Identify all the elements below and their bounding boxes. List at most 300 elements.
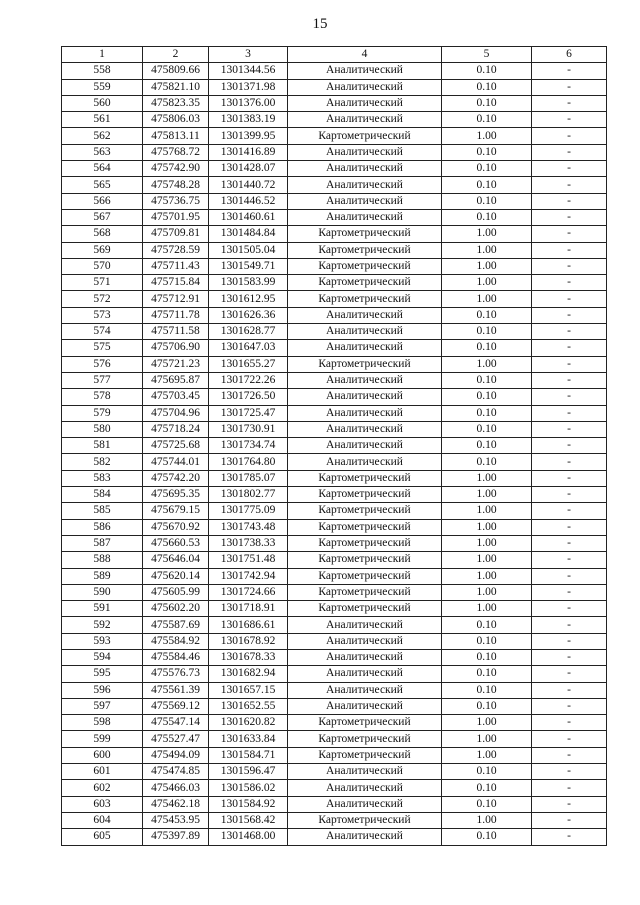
- y-coordinate-cell: 1301383.19: [209, 112, 288, 128]
- header-row: [62, 47, 607, 63]
- method-cell: Аналитический: [288, 633, 442, 649]
- note-cell: -: [532, 568, 607, 584]
- accuracy-cell: 0.10: [442, 829, 532, 845]
- accuracy-cell: 0.10: [442, 682, 532, 698]
- y-coordinate-cell: 1301344.56: [209, 63, 288, 79]
- column-header: 4: [288, 47, 442, 63]
- x-coordinate-cell: 475587.69: [143, 617, 209, 633]
- accuracy-cell: 1.00: [442, 258, 532, 274]
- method-cell: Аналитический: [288, 698, 442, 714]
- table-row: [62, 584, 607, 600]
- x-coordinate-cell: 475494.09: [143, 747, 209, 763]
- method-cell: Картометрический: [288, 747, 442, 763]
- point-number-cell: 560: [62, 95, 143, 111]
- y-coordinate-cell: 1301726.50: [209, 389, 288, 405]
- x-coordinate-cell: 475742.90: [143, 161, 209, 177]
- x-coordinate-cell: 475806.03: [143, 112, 209, 128]
- point-number-cell: 593: [62, 633, 143, 649]
- accuracy-cell: 0.10: [442, 617, 532, 633]
- x-coordinate-cell: 475605.99: [143, 584, 209, 600]
- point-number-cell: 594: [62, 649, 143, 665]
- point-number-cell: 588: [62, 552, 143, 568]
- x-coordinate-cell: 475584.46: [143, 649, 209, 665]
- accuracy-cell: 0.10: [442, 764, 532, 780]
- table-row: [62, 177, 607, 193]
- point-number-cell: 602: [62, 780, 143, 796]
- accuracy-cell: 1.00: [442, 601, 532, 617]
- method-cell: Аналитический: [288, 764, 442, 780]
- column-header: 1: [62, 47, 143, 63]
- note-cell: -: [532, 764, 607, 780]
- x-coordinate-cell: 475704.96: [143, 405, 209, 421]
- point-number-cell: 571: [62, 275, 143, 291]
- table-row: [62, 372, 607, 388]
- accuracy-cell: 0.10: [442, 698, 532, 714]
- note-cell: -: [532, 796, 607, 812]
- point-number-cell: 597: [62, 698, 143, 714]
- table-row: [62, 63, 607, 79]
- method-cell: Картометрический: [288, 275, 442, 291]
- point-number-cell: 584: [62, 487, 143, 503]
- table-row: [62, 812, 607, 828]
- note-cell: -: [532, 584, 607, 600]
- table-row: [62, 389, 607, 405]
- note-cell: -: [532, 63, 607, 79]
- point-number-cell: 580: [62, 421, 143, 437]
- method-cell: Картометрический: [288, 584, 442, 600]
- note-cell: -: [532, 79, 607, 95]
- note-cell: -: [532, 112, 607, 128]
- x-coordinate-cell: 475397.89: [143, 829, 209, 845]
- point-number-cell: 605: [62, 829, 143, 845]
- y-coordinate-cell: 1301568.42: [209, 812, 288, 828]
- accuracy-cell: 1.00: [442, 242, 532, 258]
- method-cell: Аналитический: [288, 666, 442, 682]
- table-row: [62, 454, 607, 470]
- column-header: 6: [532, 47, 607, 63]
- y-coordinate-cell: 1301652.55: [209, 698, 288, 714]
- method-cell: Аналитический: [288, 780, 442, 796]
- x-coordinate-cell: 475744.01: [143, 454, 209, 470]
- accuracy-cell: 1.00: [442, 291, 532, 307]
- x-coordinate-cell: 475711.78: [143, 307, 209, 323]
- accuracy-cell: 0.10: [442, 633, 532, 649]
- point-number-cell: 585: [62, 503, 143, 519]
- table-row: [62, 503, 607, 519]
- accuracy-cell: 1.00: [442, 535, 532, 551]
- accuracy-cell: 0.10: [442, 161, 532, 177]
- method-cell: Аналитический: [288, 649, 442, 665]
- accuracy-cell: 0.10: [442, 63, 532, 79]
- y-coordinate-cell: 1301584.92: [209, 796, 288, 812]
- method-cell: Аналитический: [288, 79, 442, 95]
- method-cell: Картометрический: [288, 812, 442, 828]
- table-row: [62, 764, 607, 780]
- accuracy-cell: 0.10: [442, 79, 532, 95]
- note-cell: -: [532, 177, 607, 193]
- accuracy-cell: 0.10: [442, 454, 532, 470]
- note-cell: -: [532, 324, 607, 340]
- accuracy-cell: 1.00: [442, 568, 532, 584]
- note-cell: -: [532, 209, 607, 225]
- note-cell: -: [532, 666, 607, 682]
- point-number-cell: 590: [62, 584, 143, 600]
- table-row: [62, 112, 607, 128]
- y-coordinate-cell: 1301785.07: [209, 470, 288, 486]
- note-cell: -: [532, 487, 607, 503]
- x-coordinate-cell: 475821.10: [143, 79, 209, 95]
- x-coordinate-cell: 475809.66: [143, 63, 209, 79]
- accuracy-cell: 1.00: [442, 226, 532, 242]
- method-cell: Аналитический: [288, 829, 442, 845]
- y-coordinate-cell: 1301655.27: [209, 356, 288, 372]
- note-cell: -: [532, 193, 607, 209]
- method-cell: Аналитический: [288, 617, 442, 633]
- note-cell: -: [532, 421, 607, 437]
- note-cell: -: [532, 161, 607, 177]
- x-coordinate-cell: 475748.28: [143, 177, 209, 193]
- point-number-cell: 599: [62, 731, 143, 747]
- accuracy-cell: 0.10: [442, 780, 532, 796]
- point-number-cell: 598: [62, 715, 143, 731]
- x-coordinate-cell: 475466.03: [143, 780, 209, 796]
- method-cell: Аналитический: [288, 112, 442, 128]
- method-cell: Аналитический: [288, 307, 442, 323]
- y-coordinate-cell: 1301724.66: [209, 584, 288, 600]
- y-coordinate-cell: 1301725.47: [209, 405, 288, 421]
- point-number-cell: 566: [62, 193, 143, 209]
- x-coordinate-cell: 475547.14: [143, 715, 209, 731]
- accuracy-cell: 0.10: [442, 144, 532, 160]
- x-coordinate-cell: 475721.23: [143, 356, 209, 372]
- accuracy-cell: 0.10: [442, 112, 532, 128]
- x-coordinate-cell: 475602.20: [143, 601, 209, 617]
- x-coordinate-cell: 475718.24: [143, 421, 209, 437]
- x-coordinate-cell: 475711.58: [143, 324, 209, 340]
- column-header: 3: [209, 47, 288, 63]
- point-number-cell: 604: [62, 812, 143, 828]
- note-cell: -: [532, 258, 607, 274]
- method-cell: Картометрический: [288, 470, 442, 486]
- x-coordinate-cell: 475620.14: [143, 568, 209, 584]
- x-coordinate-cell: 475736.75: [143, 193, 209, 209]
- table-row: [62, 715, 607, 731]
- table-row: [62, 487, 607, 503]
- y-coordinate-cell: 1301738.33: [209, 535, 288, 551]
- x-coordinate-cell: 475695.35: [143, 487, 209, 503]
- note-cell: -: [532, 519, 607, 535]
- note-cell: -: [532, 715, 607, 731]
- point-number-cell: 563: [62, 144, 143, 160]
- method-cell: Картометрический: [288, 487, 442, 503]
- table-row: [62, 617, 607, 633]
- method-cell: Картометрический: [288, 356, 442, 372]
- point-number-cell: 567: [62, 209, 143, 225]
- accuracy-cell: 0.10: [442, 95, 532, 111]
- note-cell: -: [532, 470, 607, 486]
- accuracy-cell: 0.10: [442, 193, 532, 209]
- point-number-cell: 600: [62, 747, 143, 763]
- coordinates-table: [61, 46, 607, 846]
- point-number-cell: 565: [62, 177, 143, 193]
- y-coordinate-cell: 1301722.26: [209, 372, 288, 388]
- method-cell: Картометрический: [288, 535, 442, 551]
- x-coordinate-cell: 475768.72: [143, 144, 209, 160]
- accuracy-cell: 1.00: [442, 812, 532, 828]
- y-coordinate-cell: 1301620.82: [209, 715, 288, 731]
- y-coordinate-cell: 1301505.04: [209, 242, 288, 258]
- method-cell: Аналитический: [288, 340, 442, 356]
- table-row: [62, 161, 607, 177]
- x-coordinate-cell: 475576.73: [143, 666, 209, 682]
- column-header: 5: [442, 47, 532, 63]
- x-coordinate-cell: 475695.87: [143, 372, 209, 388]
- note-cell: -: [532, 503, 607, 519]
- accuracy-cell: 0.10: [442, 796, 532, 812]
- point-number-cell: 573: [62, 307, 143, 323]
- method-cell: Картометрический: [288, 715, 442, 731]
- note-cell: -: [532, 356, 607, 372]
- method-cell: Аналитический: [288, 454, 442, 470]
- method-cell: Аналитический: [288, 63, 442, 79]
- x-coordinate-cell: 475527.47: [143, 731, 209, 747]
- note-cell: -: [532, 698, 607, 714]
- note-cell: -: [532, 144, 607, 160]
- table-row: [62, 519, 607, 535]
- note-cell: -: [532, 340, 607, 356]
- accuracy-cell: 1.00: [442, 275, 532, 291]
- note-cell: -: [532, 372, 607, 388]
- point-number-cell: 601: [62, 764, 143, 780]
- table-row: [62, 291, 607, 307]
- table-row: [62, 275, 607, 291]
- point-number-cell: 559: [62, 79, 143, 95]
- x-coordinate-cell: 475569.12: [143, 698, 209, 714]
- note-cell: -: [532, 389, 607, 405]
- method-cell: Картометрический: [288, 568, 442, 584]
- x-coordinate-cell: 475584.92: [143, 633, 209, 649]
- method-cell: Аналитический: [288, 796, 442, 812]
- point-number-cell: 603: [62, 796, 143, 812]
- x-coordinate-cell: 475703.45: [143, 389, 209, 405]
- point-number-cell: 577: [62, 372, 143, 388]
- y-coordinate-cell: 1301596.47: [209, 764, 288, 780]
- table-row: [62, 698, 607, 714]
- y-coordinate-cell: 1301376.00: [209, 95, 288, 111]
- method-cell: Аналитический: [288, 682, 442, 698]
- point-number-cell: 569: [62, 242, 143, 258]
- y-coordinate-cell: 1301399.95: [209, 128, 288, 144]
- accuracy-cell: 0.10: [442, 421, 532, 437]
- table-row: [62, 747, 607, 763]
- y-coordinate-cell: 1301751.48: [209, 552, 288, 568]
- point-number-cell: 591: [62, 601, 143, 617]
- table-row: [62, 307, 607, 323]
- point-number-cell: 564: [62, 161, 143, 177]
- y-coordinate-cell: 1301678.33: [209, 649, 288, 665]
- point-number-cell: 592: [62, 617, 143, 633]
- point-number-cell: 589: [62, 568, 143, 584]
- accuracy-cell: 1.00: [442, 552, 532, 568]
- table-row: [62, 258, 607, 274]
- x-coordinate-cell: 475728.59: [143, 242, 209, 258]
- point-number-cell: 586: [62, 519, 143, 535]
- y-coordinate-cell: 1301628.77: [209, 324, 288, 340]
- y-coordinate-cell: 1301678.92: [209, 633, 288, 649]
- y-coordinate-cell: 1301682.94: [209, 666, 288, 682]
- table-row: [62, 796, 607, 812]
- accuracy-cell: 0.10: [442, 324, 532, 340]
- y-coordinate-cell: 1301586.02: [209, 780, 288, 796]
- method-cell: Аналитический: [288, 144, 442, 160]
- x-coordinate-cell: 475711.43: [143, 258, 209, 274]
- x-coordinate-cell: 475701.95: [143, 209, 209, 225]
- method-cell: Аналитический: [288, 209, 442, 225]
- method-cell: Картометрический: [288, 503, 442, 519]
- accuracy-cell: 0.10: [442, 649, 532, 665]
- point-number-cell: 558: [62, 63, 143, 79]
- y-coordinate-cell: 1301802.77: [209, 487, 288, 503]
- accuracy-cell: 0.10: [442, 438, 532, 454]
- column-header: 2: [143, 47, 209, 63]
- y-coordinate-cell: 1301484.84: [209, 226, 288, 242]
- method-cell: Аналитический: [288, 177, 442, 193]
- accuracy-cell: 0.10: [442, 209, 532, 225]
- table-row: [62, 128, 607, 144]
- note-cell: -: [532, 731, 607, 747]
- note-cell: -: [532, 617, 607, 633]
- y-coordinate-cell: 1301583.99: [209, 275, 288, 291]
- note-cell: -: [532, 226, 607, 242]
- table-row: [62, 780, 607, 796]
- x-coordinate-cell: 475813.11: [143, 128, 209, 144]
- table-row: [62, 405, 607, 421]
- table-header: [62, 47, 607, 63]
- table-row: [62, 731, 607, 747]
- x-coordinate-cell: 475725.68: [143, 438, 209, 454]
- note-cell: -: [532, 128, 607, 144]
- point-number-cell: 582: [62, 454, 143, 470]
- y-coordinate-cell: 1301734.74: [209, 438, 288, 454]
- accuracy-cell: 1.00: [442, 715, 532, 731]
- method-cell: Аналитический: [288, 324, 442, 340]
- point-number-cell: 587: [62, 535, 143, 551]
- y-coordinate-cell: 1301633.84: [209, 731, 288, 747]
- method-cell: Аналитический: [288, 389, 442, 405]
- accuracy-cell: 1.00: [442, 487, 532, 503]
- point-number-cell: 561: [62, 112, 143, 128]
- point-number-cell: 575: [62, 340, 143, 356]
- method-cell: Картометрический: [288, 226, 442, 242]
- table-row: [62, 144, 607, 160]
- note-cell: -: [532, 307, 607, 323]
- y-coordinate-cell: 1301549.71: [209, 258, 288, 274]
- table-body: [62, 63, 607, 845]
- method-cell: Картометрический: [288, 291, 442, 307]
- x-coordinate-cell: 475453.95: [143, 812, 209, 828]
- point-number-cell: 583: [62, 470, 143, 486]
- point-number-cell: 570: [62, 258, 143, 274]
- accuracy-cell: 1.00: [442, 470, 532, 486]
- table-row: [62, 209, 607, 225]
- method-cell: Картометрический: [288, 731, 442, 747]
- y-coordinate-cell: 1301775.09: [209, 503, 288, 519]
- x-coordinate-cell: 475823.35: [143, 95, 209, 111]
- x-coordinate-cell: 475462.18: [143, 796, 209, 812]
- point-number-cell: 595: [62, 666, 143, 682]
- y-coordinate-cell: 1301718.91: [209, 601, 288, 617]
- note-cell: -: [532, 812, 607, 828]
- method-cell: Картометрический: [288, 242, 442, 258]
- table-row: [62, 242, 607, 258]
- note-cell: -: [532, 291, 607, 307]
- y-coordinate-cell: 1301626.36: [209, 307, 288, 323]
- accuracy-cell: 1.00: [442, 128, 532, 144]
- x-coordinate-cell: 475712.91: [143, 291, 209, 307]
- note-cell: -: [532, 95, 607, 111]
- method-cell: Аналитический: [288, 161, 442, 177]
- accuracy-cell: 0.10: [442, 372, 532, 388]
- y-coordinate-cell: 1301730.91: [209, 421, 288, 437]
- note-cell: -: [532, 829, 607, 845]
- point-number-cell: 576: [62, 356, 143, 372]
- y-coordinate-cell: 1301460.61: [209, 209, 288, 225]
- x-coordinate-cell: 475561.39: [143, 682, 209, 698]
- accuracy-cell: 0.10: [442, 666, 532, 682]
- x-coordinate-cell: 475679.15: [143, 503, 209, 519]
- method-cell: Аналитический: [288, 421, 442, 437]
- accuracy-cell: 0.10: [442, 405, 532, 421]
- table-row: [62, 356, 607, 372]
- table-row: [62, 95, 607, 111]
- table-row: [62, 649, 607, 665]
- table-row: [62, 421, 607, 437]
- accuracy-cell: 1.00: [442, 356, 532, 372]
- point-number-cell: 578: [62, 389, 143, 405]
- accuracy-cell: 0.10: [442, 340, 532, 356]
- table-row: [62, 79, 607, 95]
- x-coordinate-cell: 475706.90: [143, 340, 209, 356]
- table-row: [62, 535, 607, 551]
- accuracy-cell: 1.00: [442, 519, 532, 535]
- y-coordinate-cell: 1301743.48: [209, 519, 288, 535]
- x-coordinate-cell: 475646.04: [143, 552, 209, 568]
- y-coordinate-cell: 1301416.89: [209, 144, 288, 160]
- table-row: [62, 829, 607, 845]
- accuracy-cell: 0.10: [442, 307, 532, 323]
- accuracy-cell: 0.10: [442, 389, 532, 405]
- note-cell: -: [532, 747, 607, 763]
- x-coordinate-cell: 475715.84: [143, 275, 209, 291]
- note-cell: -: [532, 649, 607, 665]
- point-number-cell: 574: [62, 324, 143, 340]
- table-row: [62, 438, 607, 454]
- x-coordinate-cell: 475709.81: [143, 226, 209, 242]
- y-coordinate-cell: 1301584.71: [209, 747, 288, 763]
- table-row: [62, 666, 607, 682]
- y-coordinate-cell: 1301371.98: [209, 79, 288, 95]
- note-cell: -: [532, 552, 607, 568]
- method-cell: Аналитический: [288, 95, 442, 111]
- table-row: [62, 324, 607, 340]
- accuracy-cell: 0.10: [442, 177, 532, 193]
- method-cell: Картометрический: [288, 258, 442, 274]
- x-coordinate-cell: 475742.20: [143, 470, 209, 486]
- y-coordinate-cell: 1301446.52: [209, 193, 288, 209]
- accuracy-cell: 1.00: [442, 503, 532, 519]
- table-row: [62, 552, 607, 568]
- table-row: [62, 633, 607, 649]
